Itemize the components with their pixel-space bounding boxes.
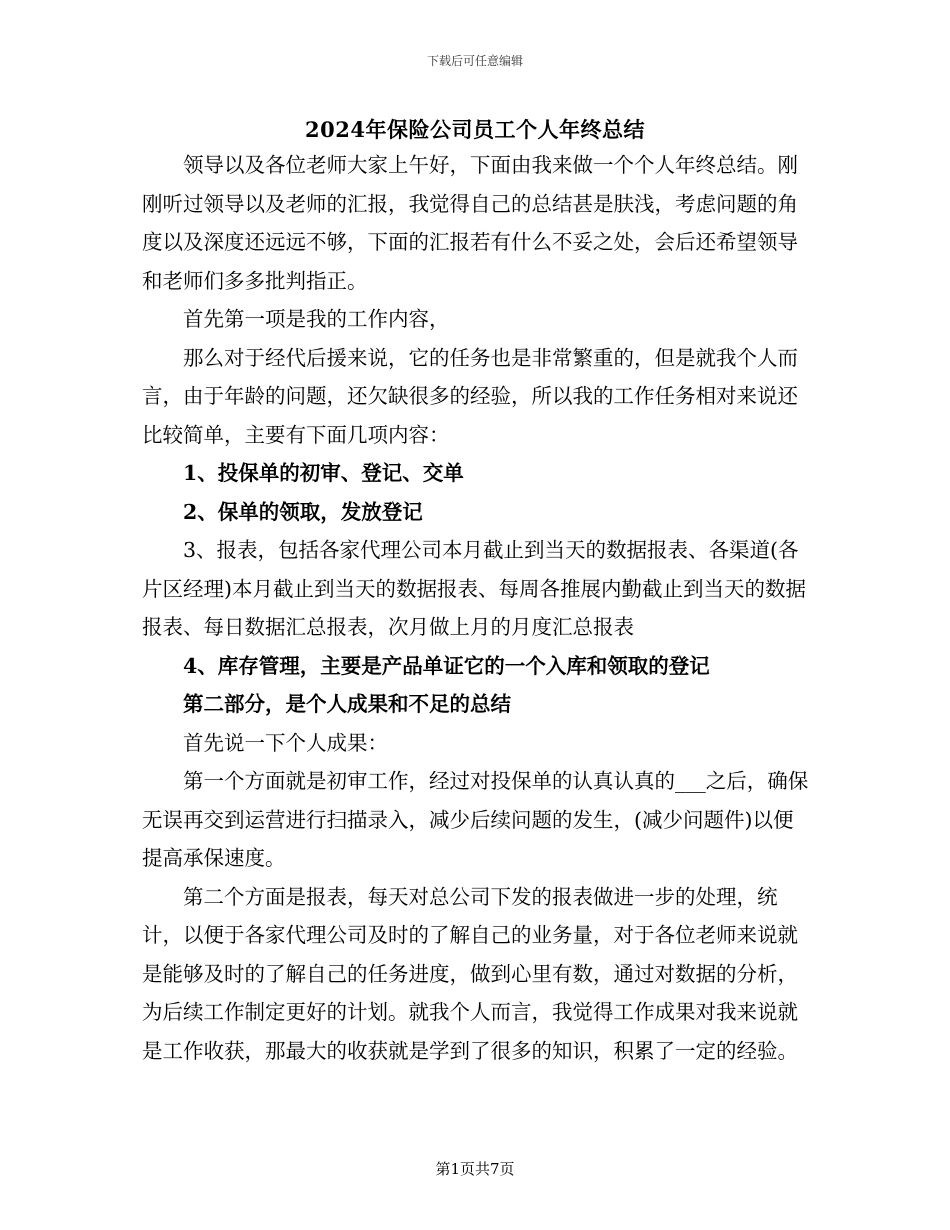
header-note: 下载后可任意编辑: [426, 54, 523, 68]
section-heading-part-two: 第二部分，是个人成果和不足的总结: [183, 692, 511, 716]
list-item-3: 3、报表，包括各家代理公司本月截止到当天的数据报表、各渠道(各片区经理)本月截止到当天的数据报表、每周各推展内勤截止到当天的数据报表、每日数据汇总报表，次月做上月的月度汇总报表: [142, 538, 806, 639]
paragraph-intro: 领导以及各位老师大家上午好，下面由我来做一个个人年终总结。刚刚听过领导以及老师的汇报，我觉得自己的总结甚是肤浅，考虑问题的角度以及深度还远远不够，下面的汇报若有什么不妥之处，会后还希望领导和老师们多多批判指正。: [142, 153, 798, 293]
document-body: [142, 146, 810, 1070]
paragraph-task-overview: 那么对于经代后援来说，它的任务也是非常繁重的，但是就我个人而言，由于年龄的问题，还欠缺很多的经验，所以我的工作任务相对来说还比较简单，主要有下面几项内容：: [142, 345, 798, 447]
document-title: 2024年保险公司员工个人年终总结: [305, 117, 645, 142]
list-item-4: 4、库存管理，主要是产品单证它的一个入库和领取的登记: [183, 653, 710, 678]
paragraph-first-item: 首先第一项是我的工作内容，: [183, 307, 450, 331]
list-item-1: 1、投保单的初审、登记、交单: [183, 461, 464, 485]
list-item-2: 2、保单的领取，发放登记: [183, 499, 423, 524]
paragraph-aspect-one: 第一个方面就是初审工作，经过对投保单的认真认真的___之后，确保无误再交到运营进行扫描录入，减少后续问题的发生，(减少问题件)以便提高承保速度。: [142, 769, 809, 870]
page-indicator: 第1页共7页: [435, 1160, 515, 1178]
paragraph-achievements-intro: 首先说一下个人成果：: [183, 730, 388, 755]
paragraph-aspect-two: 第二个方面是报表，每天对总公司下发的报表做进一步的处理，统计，以便于各家代理公司及时的了解自己的业务量，对于各位老师来说就是能够及时的了解自己的任务进度，做到心里有数，通过对数据的分析，为后续工作制定更好的计划。就我个人而言，我觉得工作成果对我来说就是工作收获，那最大的收获就是学到了很多的知识，积累了一定的经验。: [142, 884, 798, 1063]
